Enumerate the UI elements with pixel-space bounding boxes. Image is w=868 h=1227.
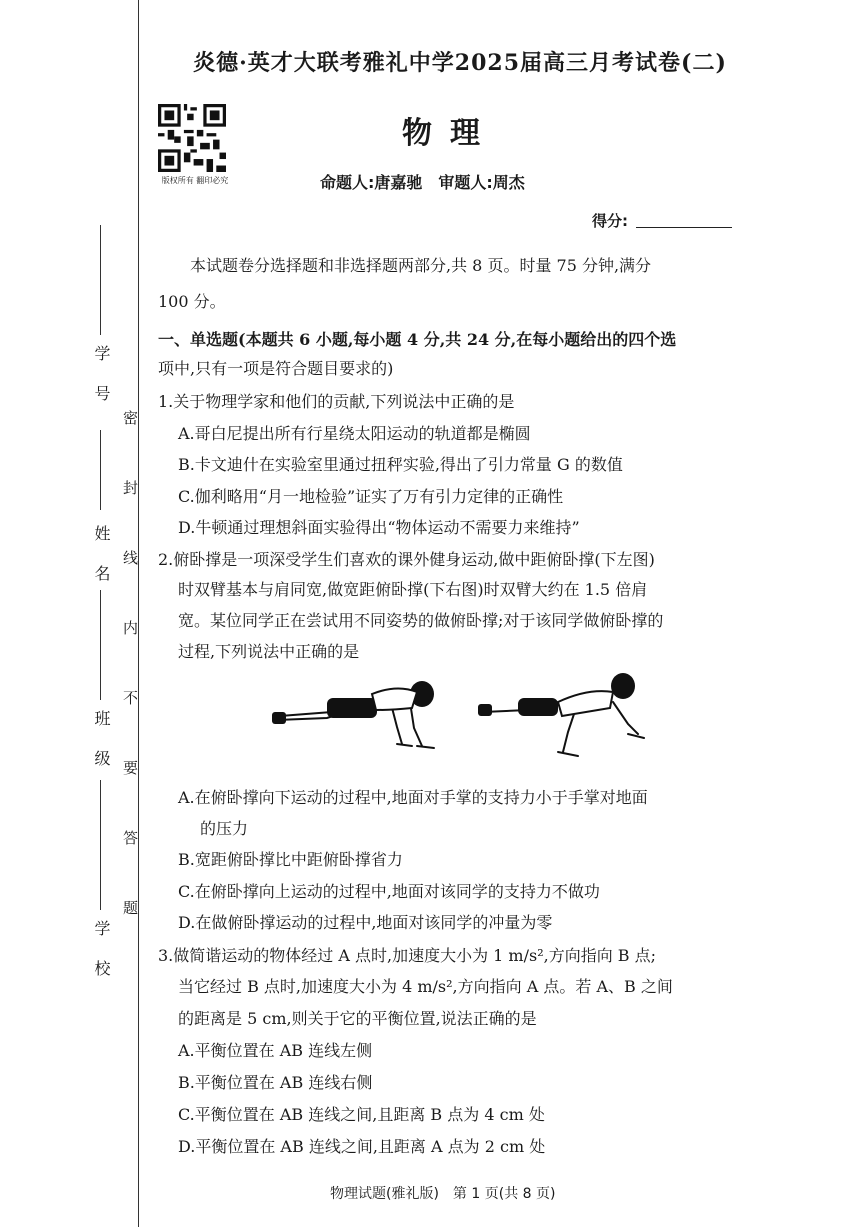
q3-option-d: D.平衡位置在 AB 连线之间,且距离 A 点为 2 cm 处 [178, 1137, 546, 1156]
q1-option-c: C.伽利略用“月一地检验”证实了万有引力定律的正确性 [178, 487, 564, 506]
xingming-label: 姓 名 [92, 525, 111, 585]
intro-line-2: 100 分。 [158, 292, 226, 311]
q2-stem-4: 过程,下列说法中正确的是 [178, 642, 360, 661]
xuexiao-label: 学 校 [92, 920, 111, 980]
q2-stem-2: 时双臂基本与肩同宽,做宽距俯卧撑(下右图)时双臂大约在 1.5 倍肩 [178, 580, 648, 599]
banji-blank [100, 590, 101, 700]
q2-option-c: C.在俯卧撑向上运动的过程中,地面对该同学的支持力不做功 [178, 882, 600, 901]
q3-stem-3: 的距离是 5 cm,则关于它的平衡位置,说法正确的是 [178, 1009, 537, 1028]
section-title-line-1: 一、单选题(本题共 6 小题,每小题 4 分,共 24 分,在每小题给出的四个选 [158, 330, 677, 349]
q3-option-a: A.平衡位置在 AB 连线左侧 [178, 1041, 373, 1060]
q1-option-a: A.哥白尼提出所有行星绕太阳运动的轨道都是椭圆 [178, 424, 531, 443]
q2-option-a-line-1: A.在俯卧撑向下运动的过程中,地面对手掌的支持力小于手掌对地面 [178, 788, 648, 807]
q2-stem-1: 2.俯卧撑是一项深受学生们喜欢的课外健身运动,做中距俯卧撑(下左图) [158, 550, 655, 569]
pushup-wide-figure [478, 672, 648, 772]
page-footer: 物理试题(雅礼版) 第 1 页(共 8 页) [330, 1186, 556, 1202]
xingming-blank [100, 430, 101, 510]
subject-title: 物理 [402, 116, 498, 151]
q3-stem-2: 当它经过 B 点时,加速度大小为 4 m/s²,方向指向 A 点。若 A、B 之间 [178, 977, 673, 996]
xuexiao-blank [100, 780, 101, 910]
q1-stem: 1.关于物理学家和他们的贡献,下列说法中正确的是 [158, 392, 515, 411]
q2-option-d: D.在做俯卧撑运动的过程中,地面对该同学的冲量为零 [178, 913, 553, 932]
pushup-medium-figure [272, 672, 452, 772]
score-field[interactable] [636, 227, 732, 228]
q2-stem-3: 宽。某位同学正在尝试用不同姿势的做俯卧撑;对于该同学做俯卧撑的 [178, 611, 664, 630]
q1-option-b: B.卡文迪什在实验室里通过扭秤实验,得出了引力常量 G 的数值 [178, 455, 623, 474]
q1-option-d: D.牛顿通过理想斜面实验得出“物体运动不需要力来维持” [178, 518, 580, 537]
banji-label: 班 级 [92, 710, 111, 770]
xuehao-blank [100, 225, 101, 335]
authors: 命题人:唐嘉驰 审题人:周杰 [320, 173, 525, 192]
qr-code-icon [158, 104, 226, 172]
xuehao-label: 学 号 [92, 345, 111, 405]
section-title-line-2: 项中,只有一项是符合题目要求的) [158, 359, 394, 378]
q3-option-c: C.平衡位置在 AB 连线之间,且距离 B 点为 4 cm 处 [178, 1105, 545, 1124]
q2-option-a-line-2: 的压力 [200, 819, 249, 838]
q2-option-b: B.宽距俯卧撑比中距俯卧撑省力 [178, 850, 403, 869]
seal-notice: 密 封 线 内 不 要 答 题 [121, 410, 139, 935]
qr-caption: 版权所有 翻印必究 [161, 176, 229, 185]
q3-option-b: B.平衡位置在 AB 连线右侧 [178, 1073, 373, 1092]
intro-line-1: 本试题卷分选择题和非选择题两部分,共 8 页。时量 75 分钟,满分 [190, 256, 652, 275]
score-label: 得分: [592, 212, 628, 230]
exam-title: 炎德·英才大联考雅礼中学2025届高三月考试卷(二) [193, 50, 727, 76]
q3-stem-1: 3.做简谐运动的物体经过 A 点时,加速度大小为 1 m/s²,方向指向 B 点; [158, 946, 657, 965]
